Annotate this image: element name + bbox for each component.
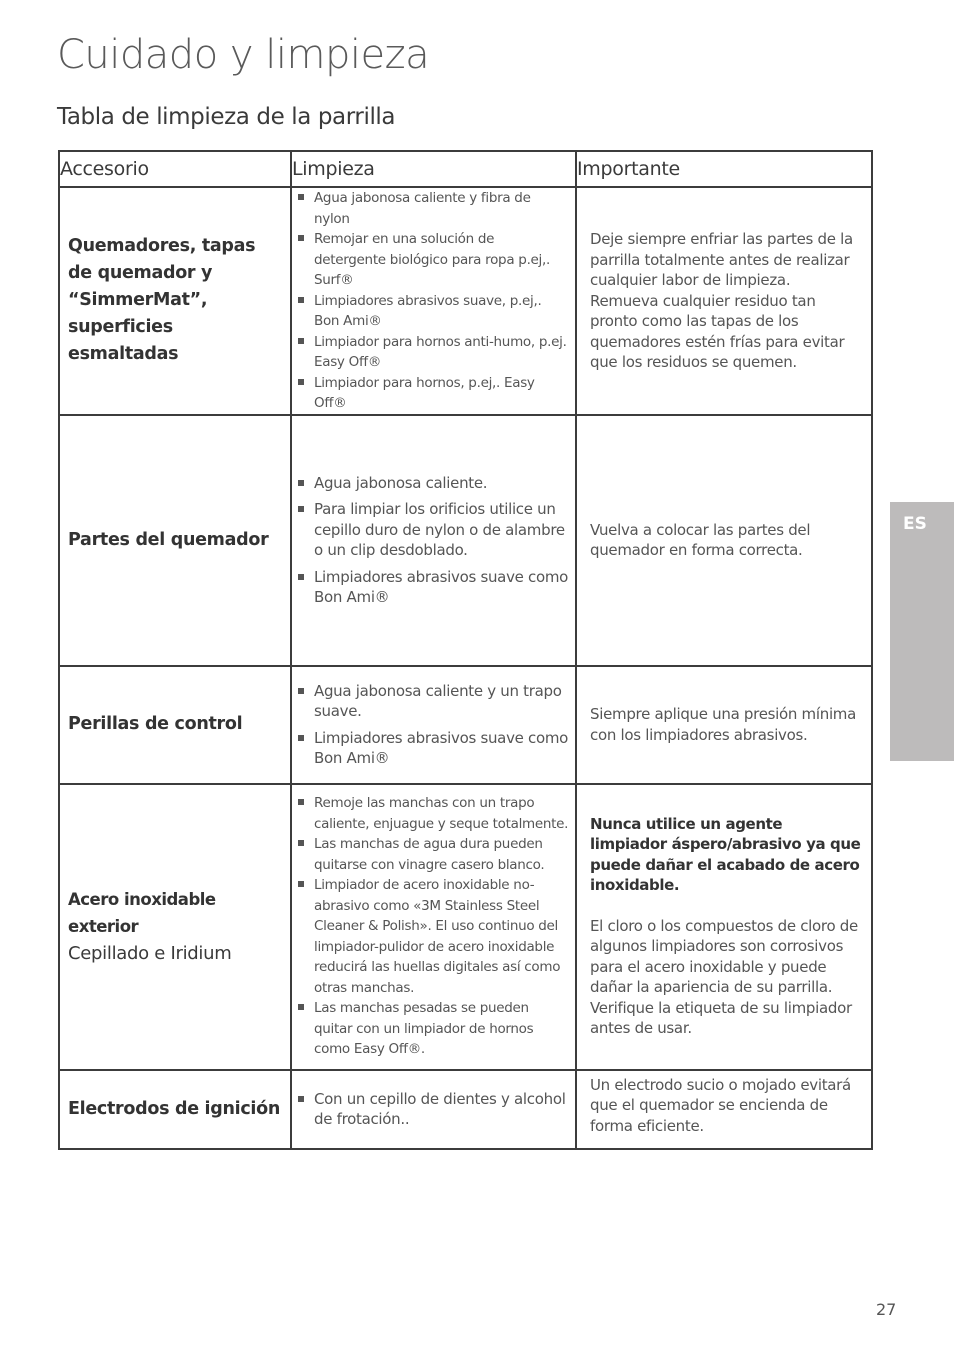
table-row [59,187,872,415]
accessory-label: Acero inoxidable exterior [68,890,216,936]
page-title: Cuidado y limpieza [57,32,430,78]
important-cell [576,1070,872,1149]
accessory-line: superficies esmaltadas [68,317,179,365]
important-cell [576,784,872,1070]
table-row [59,415,872,666]
important-text: Deje siempre enfriar las partes de la parrilla totalmente antes de realizar cualquier labor de limpieza. Remueva cualquier residuo tan pronto como las tapas de los quemadores estén frías para evitar que los residuos se quemen. [590,230,853,371]
cleaning-item: Con un cepillo de dientes y alcohol de frotación.. [298,1089,569,1130]
cleaning-cell [291,415,576,666]
cleaning-item: Limpiador para hornos anti-humo, p.ej. Easy Off® [298,332,569,373]
accessory-line: de quemador y [68,263,213,284]
language-tab [890,502,954,761]
cleaning-item: Remoje las manchas con un trapo caliente, enjuague y seque totalmente. [298,793,569,834]
table-row [59,784,872,1070]
cleaning-item: Agua jabonosa caliente y un trapo suave. [298,681,569,722]
cleaning-item: Limpiadores abrasivos suave como Bon Ami® [298,728,569,769]
cleaning-item: Agua jabonosa caliente. [298,473,569,494]
table-row [59,1070,872,1149]
cleaning-item: Las manchas pesadas se pueden quitar con un limpiador de hornos como Easy Off®. [298,998,569,1060]
cleaning-cell [291,1070,576,1149]
header-accesorio: Accesorio [59,151,291,187]
cleaning-item: Para limpiar los orificios utilice un cepillo duro de nylon o de alambre o un clip desdoblado. [298,499,569,561]
cleaning-item: Remojar en una solución de detergente biológico para ropa p.ej,. Surf® [298,229,569,291]
cleaning-item: Agua jabonosa caliente y fibra de nylon [298,188,569,229]
important-cell [576,415,872,666]
important-text: Siempre aplique una presión mínima con los limpiadores abrasivos. [590,705,857,744]
accessory-label: Electrodos de ignición [68,1098,280,1119]
accessory-label: Perillas de control [68,714,243,734]
important-cell [576,187,872,415]
page-number: 27 [876,1300,897,1319]
table-header-row [59,151,872,187]
cleaning-cell [291,784,576,1070]
important-cell [576,666,872,784]
accessory-cell [59,784,291,1070]
important-text: El cloro o los compuestos de cloro de algunos limpiadores son corrosivos para el acero inoxidable y puede dañar la apariencia de su parrilla. Verifique la etiqueta de su limpiador antes de usar. [590,916,858,1037]
important-warning: Nunca utilice un agente limpiador áspero/abrasivo ya que puede dañar el acabado de acero inoxidable. [590,814,861,894]
cleaning-table [58,150,873,1150]
language-tab-label: ES [903,514,927,534]
important-text: Un electrodo sucio o mojado evitará que el quemador se encienda de forma eficiente. [590,1075,851,1135]
cleaning-list [292,188,575,414]
accessory-line: Quemadores, tapas [68,236,256,257]
accessory-line: “SimmerMat”, [68,290,208,311]
cleaning-item: Limpiador para hornos, p.ej,. Easy Off® [298,373,569,414]
cleaning-item: Las manchas de agua dura pueden quitarse con vinagre casero blanco. [298,834,569,875]
cleaning-cell [291,666,576,784]
header-importante: Importante [576,151,872,187]
accessory-cell [59,666,291,784]
cleaning-list [292,793,575,1060]
cleaning-item: Limpiadores abrasivos suave, p.ej,. Bon Ami® [298,291,569,332]
header-limpieza: Limpieza [291,151,576,187]
accessory-label: Partes del quemador [68,529,269,550]
accessory-cell [59,415,291,666]
cleaning-item: Limpiadores abrasivos suave como Bon Ami® [298,567,569,608]
cleaning-cell [291,187,576,415]
cleaning-list [292,473,575,608]
important-text: Vuelva a colocar las partes del quemador en forma correcta. [590,520,811,559]
accessory-cell [59,187,291,415]
accessory-cell [59,1070,291,1149]
cleaning-list [292,681,575,769]
table-title: Tabla de limpieza de la parrilla [57,104,396,130]
accessory-sublabel: Cepillado e Iridium [68,943,232,964]
cleaning-item: Limpiador de acero inoxidable no- abrasivo como «3M Stainless Steel Cleaner & Polish». El uso continuo del limpiador-pulidor de acero inoxidable reducirá las huellas digitales así como otras manchas. [298,875,569,998]
cleaning-list [292,1089,575,1130]
table-row [59,666,872,784]
